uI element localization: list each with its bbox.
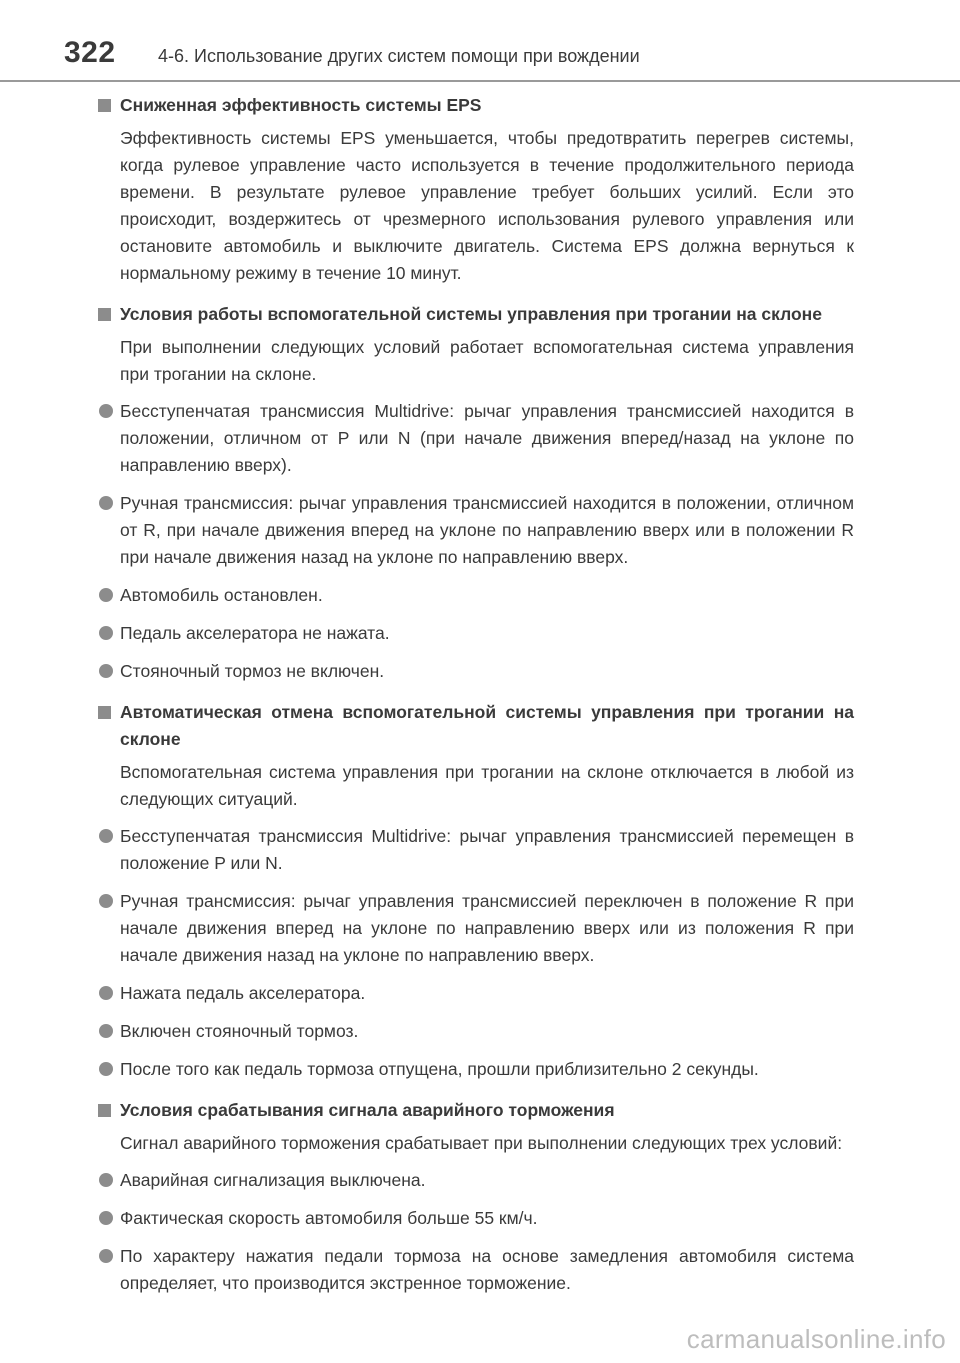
header-divider	[0, 80, 960, 82]
circle-bullet-icon	[99, 894, 113, 908]
list-item-text: По характеру нажатия педали тормоза на основе замедления автомобиля система определяет, что производится экстренное торможение.	[120, 1246, 854, 1293]
list-item	[96, 658, 854, 685]
section-title: Условия срабатывания сигнала аварийного торможения	[120, 1100, 615, 1120]
list-item	[96, 1243, 854, 1297]
list-item	[96, 1167, 854, 1194]
list-item	[96, 1018, 854, 1045]
running-title: 4-6. Использование других систем помощи при вождении	[158, 46, 640, 66]
section-title: Условия работы вспомогательной системы управления при трогании на склоне	[120, 304, 822, 324]
list-item	[96, 823, 854, 877]
list-item-text: После того как педаль тормоза отпущена, прошли приблизительно 2 секунды.	[120, 1059, 759, 1079]
list-item-text: Ручная трансмиссия: рычаг управления трансмиссией находится в положении, отличном от R, при начале движения вперед на уклоне по направлению вверх или в положении R при начале движения назад на уклоне по направлению вверх.	[120, 493, 854, 567]
list-item-text: Ручная трансмиссия: рычаг управления трансмиссией переключен в положение R при начале движения вперед на уклоне по направлению вверх или из положения R при начале движения назад на уклоне по направлению вверх.	[120, 891, 854, 965]
circle-bullet-icon	[99, 404, 113, 418]
list-item-text: Аварийная сигнализация выключена.	[120, 1170, 426, 1190]
section-hill-start-conditions	[96, 301, 854, 685]
section-heading	[96, 1097, 854, 1124]
circle-bullet-icon	[99, 986, 113, 1000]
square-bullet-icon	[98, 99, 111, 112]
list-item-text: Бесступенчатая трансмиссия Multidrive: рычаг управления трансмиссией перемещен в положение P или N.	[120, 826, 854, 873]
list-item-text: Нажата педаль акселератора.	[120, 983, 366, 1003]
section-emergency-brake-signal	[96, 1097, 854, 1297]
list-item	[96, 582, 854, 609]
circle-bullet-icon	[99, 829, 113, 843]
list-item	[96, 888, 854, 969]
circle-bullet-icon	[99, 1173, 113, 1187]
section-paragraph: Сигнал аварийного торможения срабатывает при выполнении следующих трех условий:	[120, 1133, 843, 1153]
section-hill-start-cancel	[96, 699, 854, 1083]
circle-bullet-icon	[99, 496, 113, 510]
list-item	[96, 1205, 854, 1232]
circle-bullet-icon	[99, 1024, 113, 1038]
list-item-text: Автомобиль остановлен.	[120, 585, 323, 605]
list-item	[96, 1056, 854, 1083]
section-heading	[96, 301, 854, 328]
page-header	[0, 0, 960, 82]
circle-bullet-icon	[99, 1249, 113, 1263]
section-title: Автоматическая отмена вспомогательной системы управления при трогании на склоне	[120, 702, 854, 749]
section-heading	[96, 699, 854, 753]
list-item	[96, 490, 854, 571]
circle-bullet-icon	[99, 588, 113, 602]
section-paragraph: При выполнении следующих условий работает вспомогательная система управления при трогании на склоне.	[120, 337, 854, 384]
square-bullet-icon	[98, 1104, 111, 1117]
section-title: Сниженная эффективность системы EPS	[120, 95, 482, 115]
square-bullet-icon	[98, 706, 111, 719]
circle-bullet-icon	[99, 1062, 113, 1076]
list-item-text: Педаль акселератора не нажата.	[120, 623, 390, 643]
list-item	[96, 980, 854, 1007]
section-heading	[96, 92, 854, 119]
section-paragraph: Вспомогательная система управления при трогании на склоне отключается в любой из следующих ситуаций.	[120, 762, 854, 809]
list-item-text: Стояночный тормоз не включен.	[120, 661, 385, 681]
list-item	[96, 620, 854, 647]
square-bullet-icon	[98, 308, 111, 321]
circle-bullet-icon	[99, 626, 113, 640]
section-paragraph: Эффективность системы EPS уменьшается, чтобы предотвратить перегрев системы, когда рулевое управление часто используется в течение продолжительного периода времени. В результате рулевое управление требует больших усилий. Если это происходит, воздержитесь от чрезмерного использования рулевого управления или остановите автомобиль и выключите двигатель. Система EPS должна вернуться к нормальному режиму в течение 10 минут.	[120, 128, 854, 283]
list-item-text: Включен стояночный тормоз.	[120, 1021, 359, 1041]
list-item	[96, 398, 854, 479]
list-item-text: Бесступенчатая трансмиссия Multidrive: рычаг управления трансмиссией находится в положении, отличном от P или N (при начале движения вперед/назад на уклоне по направлению вверх).	[120, 401, 854, 475]
list-item-text: Фактическая скорость автомобиля больше 55 км/ч.	[120, 1208, 538, 1228]
page-number: 322	[64, 36, 116, 69]
section-eps	[96, 92, 854, 287]
circle-bullet-icon	[99, 664, 113, 678]
page-content	[96, 92, 854, 1311]
circle-bullet-icon	[99, 1211, 113, 1225]
watermark: carmanualsonline.info	[686, 1324, 946, 1354]
